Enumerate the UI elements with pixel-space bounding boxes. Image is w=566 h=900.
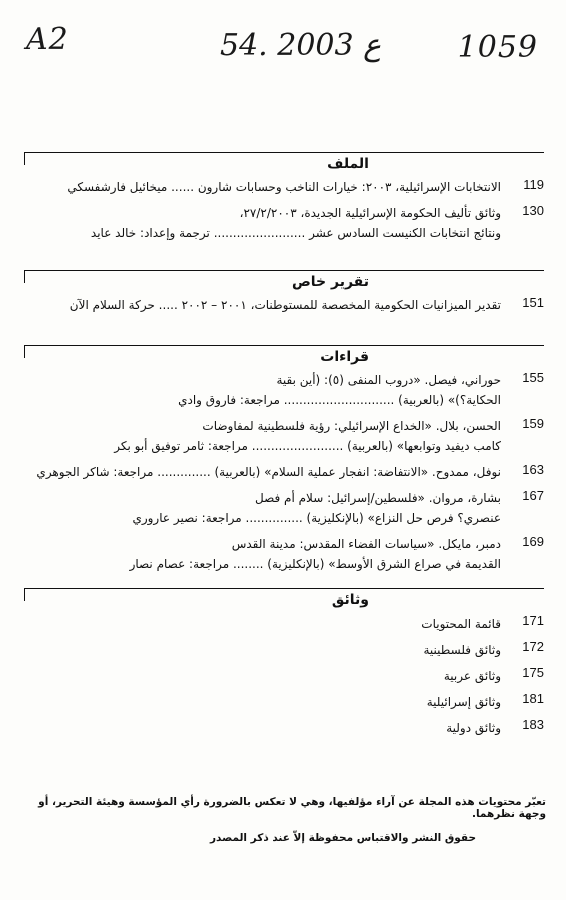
- toc-entry[interactable]: [24, 177, 544, 197]
- toc-entry[interactable]: [24, 717, 544, 743]
- handwritten-shelf-mark: A2: [26, 22, 69, 57]
- section-header: [24, 152, 544, 177]
- handwritten-page-number: 1059: [457, 30, 538, 65]
- toc-entry[interactable]: [24, 639, 544, 665]
- entry-text: حوراني، فيصل. «دروب المنفى (٥): (أين بقية: [276, 373, 501, 387]
- entry-text: الانتخابات الإسرائيلية، ٢٠٠٣: خيارات الناخب وحسابات شارون ...... ميخائيل فارشفسكي: [67, 180, 501, 194]
- toc-entry[interactable]: [24, 534, 544, 574]
- page-number: 130: [522, 203, 544, 218]
- page-number: 151: [522, 295, 544, 310]
- entry-text: ونتائج انتخابات الكنيست السادس عشر ........................ ترجمة وإعداد: خالد عايد: [90, 226, 501, 240]
- section-title: وثائق: [331, 592, 369, 608]
- section-header: [24, 345, 544, 370]
- page-number: 155: [522, 370, 544, 385]
- entry-text: القديمة في صراع الشرق الأوسط» (بالإنكليزية) ........ مراجعة: عصام نصار: [129, 557, 501, 571]
- page-number: 163: [522, 462, 544, 477]
- entry-text: الحسن، بلال. «الخداع الإسرائيلي: رؤية فلسطينية لمفاوضات: [202, 419, 501, 433]
- page-number: 181: [522, 691, 544, 706]
- entry-text: دمبر، مايكل. «سياسات الفضاء المقدس: مدينة القدس: [231, 537, 501, 551]
- entry-text: بشارة، مروان. «فلسطين/إسرائيل: سلام أم فصل: [254, 491, 501, 505]
- page-number: 119: [523, 177, 544, 192]
- section-title: الملف: [327, 156, 369, 172]
- page-number: 171: [522, 613, 544, 628]
- section-title: تقرير خاص: [291, 274, 369, 290]
- section-readings: [24, 345, 544, 580]
- entry-text: وثائق تأليف الحكومة الإسرائيلية الجديدة، ٢٧/٢/٢٠٠٣،: [239, 206, 501, 220]
- entry-text: كامب ديفيد وتوابعها» (بالعربية) ........................ مراجعة: ثامر توفيق أبو بكر: [114, 439, 501, 453]
- entry-text: وثائق دولية: [446, 721, 501, 735]
- toc-entry[interactable]: [24, 691, 544, 717]
- toc-entry[interactable]: [24, 295, 544, 315]
- section-file: [24, 152, 544, 249]
- toc-entry[interactable]: [24, 488, 544, 528]
- page-number: 172: [522, 639, 544, 654]
- page-number: 159: [522, 416, 544, 431]
- section-header: [24, 270, 544, 295]
- toc-entry[interactable]: [24, 370, 544, 410]
- toc-entry[interactable]: [24, 613, 544, 639]
- section-special-report: [24, 270, 544, 321]
- footer-disclaimer: تعبّر محتويات هذه المجلة عن آراء مؤلفيها، وهي لا تعكس بالضرورة رأي المؤسسة وهيئة التحرير، أو وجهة نظرهما.: [38, 796, 546, 820]
- entry-text: تقدير الميزانيات الحكومية المخصصة للمستوطنات، ٢٠٠١ – ٢٠٠٢ ..... حركة السلام الآن: [69, 298, 501, 312]
- toc-entry[interactable]: [24, 203, 544, 243]
- entry-text: عنصري؟ فرص حل النزاع» (بالإنكليزية) ............... مراجعة: نصير عاروري: [132, 511, 501, 525]
- footer: [20, 796, 546, 844]
- entry-text: وثائق إسرائيلية: [426, 695, 501, 709]
- handwritten-issue-note: 54. ع 2003: [220, 28, 382, 63]
- entry-text: الحكاية؟)» (بالعربية) ............................. مراجعة: فاروق وادي: [178, 393, 501, 407]
- section-header: [24, 588, 544, 613]
- entry-text: قائمة المحتويات: [421, 617, 501, 631]
- footer-rights: حقوق النشر والاقتباس محفوظة إلاّ عند ذكر المصدر: [209, 832, 477, 844]
- page-number: 183: [522, 717, 544, 732]
- toc-entry[interactable]: [24, 416, 544, 456]
- section-documents: [24, 588, 544, 743]
- section-title: قراءات: [320, 349, 369, 365]
- entry-text: وثائق فلسطينية: [423, 643, 501, 657]
- entry-text: وثائق عربية: [443, 669, 501, 683]
- entry-text: نوفل، ممدوح. «الانتفاضة: انفجار عملية السلام» (بالعربية) .............. مراجعة: شاكر الجوهري: [36, 465, 501, 479]
- toc-entry[interactable]: [24, 665, 544, 691]
- page-number: 167: [522, 488, 544, 503]
- toc-entry[interactable]: [24, 462, 544, 482]
- page-number: 175: [522, 665, 544, 680]
- page-number: 169: [522, 534, 544, 549]
